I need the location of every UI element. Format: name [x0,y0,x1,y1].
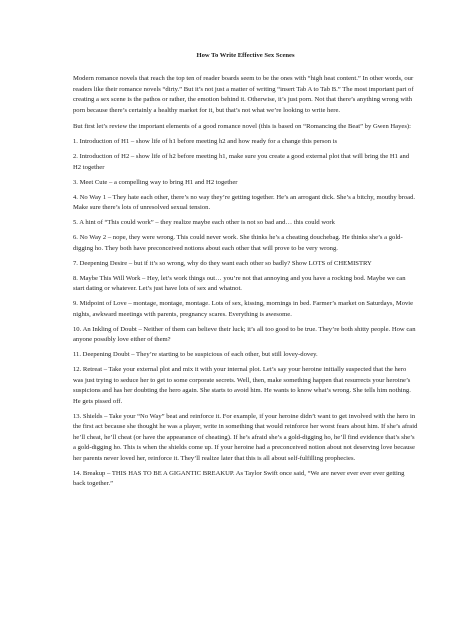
beat-item-6: 6. No Way 2 – nope, they were wrong. This could never work. She thinks he’s a cheating douchebag. He thinks she’s a gold-digging ho. They both have preconceived notions about each other that will prove to be very wrong. [73,234,403,252]
beat-item-5: 5. A hint of “This could work” – they realize maybe each other is not so bad and… this could work [73,219,335,226]
beat-item-1: 1. Introduction of H1 – show life of h1 before meeting h2 and how ready for a change this person is [73,138,338,145]
beat-item-12: 12. Retreat – Take your external plot and mix it with your internal plot. Let’s say your heroine initially suspected that the hero was just trying to seduce her to get to some corporate secrets. Well, then, make something happen that resurrects your heroine’s suspicions and has her doubting the hero again. She starts to avoid him. He wants to know what’s wrong. She tells him nothing. He gets pissed off. [73,366,411,405]
paragraph-intro: Modern romance novels that reach the top ten of reader boards seem to be the ones with “high heat content.” In other words, our readers like their romance novels “dirty.” But it’s not just a matter of writing “insert Tab A to Tab B.” The most important part of creating a sex scene is the pathos or rather, the emotion behind it. Otherwise, it’s just porn. Not that there’s anything wrong with porn because there’s certainly a healthy market for it, but that’s not what we’re looking to write here. [73,75,414,114]
beat-item-4: 4. No Way 1 – They hate each other, there’s no way they’re getting together. He’s an arrogant dick. She’s a bitchy, mouthy broad. Make sure there’s lots of unresolved sexual tension. [73,193,416,211]
beat-item-8: 8. Maybe This Will Work – Hey, let’s work things out… you’re not that annoying and you have a rocking bod. Maybe we can start dating or whatever. Let’s just have lots of sex and whatnot. [73,274,406,292]
beat-item-10: 10. An Inkling of Doubt – Neither of them can believe their luck; it’s all too good to be true. They’re both shitty people. How can anyone possibly love either of them? [73,325,416,343]
beat-item-11: 11. Deepening Doubt – They’re starting to be suspicious of each other, but still lovey-dovey. [73,351,318,358]
beat-item-9: 9. Midpoint of Love – montage, montage, montage. Lots of sex, kissing, mornings in bed. Farmer’s market on Saturdays, Movie nights, awkward meetings with parents, pregnancy scares. Everything is awesome. [73,300,414,318]
beat-item-7: 7. Deepening Desire – but if it’s so wrong, why do they want each other so badly? Show LOTS of CHEMISTRY [73,259,372,267]
beat-item-14: 14. Breakup – THIS HAS TO BE A GIGANTIC BREAKUP. As Taylor Swift once said, “We are never ever ever ever getting back together.” [73,469,405,487]
beat-item-3: 3. Meet Cute – a compelling way to bring H1 and H2 together [73,178,238,186]
paragraph-elements-intro: But first let’s review the important elements of a good romance novel (this is based on “Romancing the Beat” by Gwen Hayes): [73,123,411,130]
document-title: How To Write Effective Sex Scenes [196,52,295,59]
beat-item-13: 13. Shields – Take your “No Way” beat and reinforce it. For example, if your heroine didn’t want to get involved with the hero in the first act because she thought he was a player, write in something that would reinforce her worst fears about him. If she’s afraid he’ll cheat, he’ll cheat (or have the appearance of cheating). If he’s afraid she’s a gold-digging ho, he’ll find evidence that’s she’s a gold-digging ho. This is when the shields come up. If your heroine had a preconceived notion about not deserving love because her parents never loved her, reinforce it. They’ll realize later that this is all about self-fulfilling prophecies. [73,412,418,462]
beat-item-2: 2. Introduction of H2 – show life of h2 before meeting h1, make sure you create a good external plot that will bring the H1 and H2 together [73,153,410,171]
